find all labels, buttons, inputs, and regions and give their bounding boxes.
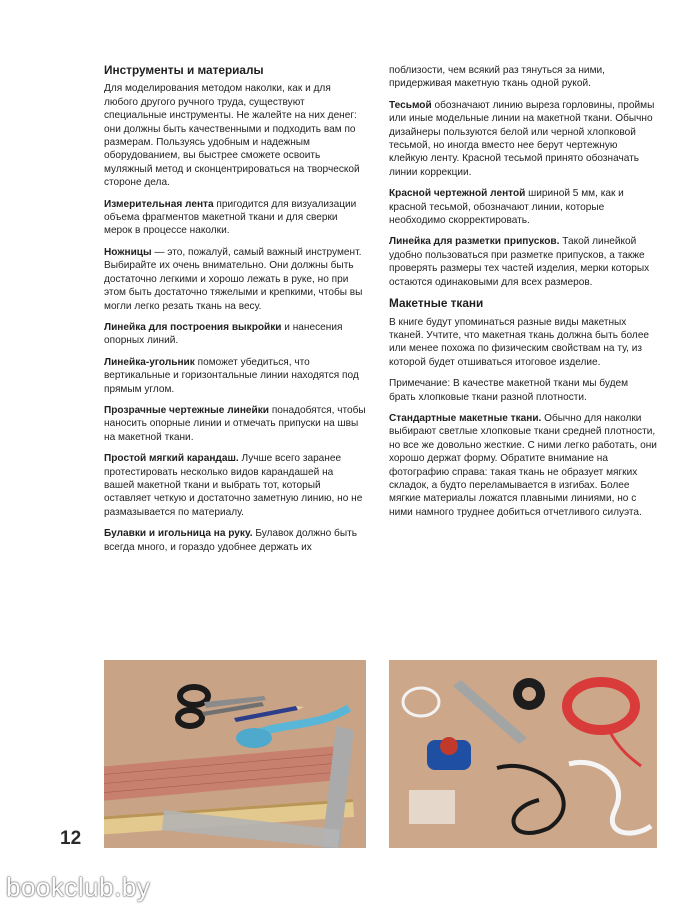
watermark: bookclub.by — [6, 872, 151, 902]
term: Стандартные макетные ткани. — [389, 412, 542, 424]
fabrics-paragraph: В книге будут упоминаться разные виды макетных тканей. Учтите, что макетная ткань должна быть более или менее похожа по физическим свойствам на ту, из которой будет отшиваться итоговое изделие. — [389, 316, 650, 368]
page-number: 12 — [60, 828, 82, 849]
term: Измерительная лента — [104, 198, 214, 210]
photo-materials-right — [389, 660, 657, 848]
item-scissors: Ножницы — это, пожалуй, самый важный инструмент. Выбирайте их очень внимательно. Они должны быть достаточно легкими и хорошо лежать в руке, но при этом быть достаточно тяжелыми и крепкими, чтобы вы могли легко резать ткань на весу. — [104, 246, 363, 312]
item-red-tape: Красной чертежной лентой шириной 5 мм, как и красной тесьмой, обозначают линии, которые необходимо скорректировать. — [389, 188, 624, 227]
photo-materials-illustration — [389, 660, 657, 848]
term: Простой мягкий карандаш. — [104, 453, 239, 465]
item-measuring-tape: Измерительная лента пригодится для визуализации объема фрагментов макетной ткани и для сверки мерок в процессе наколки. — [104, 198, 357, 237]
term: Тесьмой — [389, 99, 432, 111]
item-pattern-ruler: Линейка для построения выкройки и нанесения опорных линий. — [104, 321, 343, 347]
term: Линейка для разметки припусков. — [389, 236, 560, 248]
pin-box-image — [409, 790, 455, 824]
intro-paragraph: Для моделирования методом наколки, как и для любого другого ручного труда, существуют специальные инструменты. Не жалейте на них денег: они должны быть качественными и подходить вам по размерам. Пользуясь удобным и надежным оборудованием, вы быстрее сможете освоить муляжный метод и сконцентрироваться на творческой стороне дела. — [104, 83, 360, 189]
term: Ножницы — [104, 246, 152, 258]
term: Линейка-угольник — [104, 356, 195, 368]
term: Прозрачные чертежные линейки — [104, 404, 270, 416]
item-pencil: Простой мягкий карандаш. Лучше всего заранее протестировать несколько видов карандашей на вашей макетной ткани и выбрать тот, который оставляет четкую и достаточно заметную линию, но не размазывается по материалу. — [104, 453, 363, 518]
note-paragraph: Примечание: В качестве макетной ткани мы будем брать хлопковые ткани разной плотности. — [389, 378, 629, 403]
term: Красной чертежной лентой — [389, 188, 526, 200]
term: Линейка для построения выкройки — [104, 321, 282, 333]
left-column — [104, 64, 366, 562]
term: Булавки и игольница на руку. — [104, 528, 253, 540]
black-tape-roll-image — [513, 678, 545, 710]
section-heading-tools: Инструменты и материалы — [104, 63, 264, 77]
item-tape-cord: Тесьмой обозначают линию выреза горловины, проймы или иные модельные линии на макетной ткани. Обычно дизайнеры пользуются белой или черной хлопковой тесьмой, но иногда вместо нее берут чертежную клейкую ленту. Красной тесьмой принято обозначать линии коррекции. — [389, 99, 655, 178]
photo-tools-left — [104, 660, 366, 848]
item-pins: Булавки и игольница на руку. Булавок должно быть всегда много, и гораздо удобнее держать их — [104, 528, 357, 553]
wrist-pincushion-image — [427, 737, 471, 770]
right-column — [389, 64, 657, 527]
photo-tools-illustration — [104, 660, 366, 848]
item-standard-fabrics: Стандартные макетные ткани. Обычно для наколки выбирают светлые хлопковые ткани средней плотности, но все же довольно жесткие. С ними легко работать, они хорошо держат форму. Обратите внимание на фотографию справа: такая ткань не образует мягких складок, а будто переламывается в изгибах. Более мягкие материалы ложатся плавными линиями, но с ними намного труднее добиться отчетливого силуэта. — [389, 412, 657, 518]
item-square-ruler: Линейка-угольник поможет убедиться, что вертикальные и горизонтальные линии находятся под прямым углом. — [104, 356, 359, 395]
item-clear-rulers: Прозрачные чертежные линейки понадобятся, чтобы наносить опорные линии и отмечать припуски на швы на макетной ткани. — [104, 404, 366, 443]
continuation-paragraph: поблизости, чем всякий раз тянуться за ними, придерживая макетную ткань одной рукой. — [389, 65, 605, 90]
section-heading-fabrics: Макетные ткани — [389, 296, 484, 311]
item-allowance-ruler: Линейка для разметки припусков. Такой линейкой удобно пользоваться при разметке припусков, а также проверять размеры тех частей изделия, мерки которых остаются одинаковыми для всех размеров. — [389, 236, 650, 288]
